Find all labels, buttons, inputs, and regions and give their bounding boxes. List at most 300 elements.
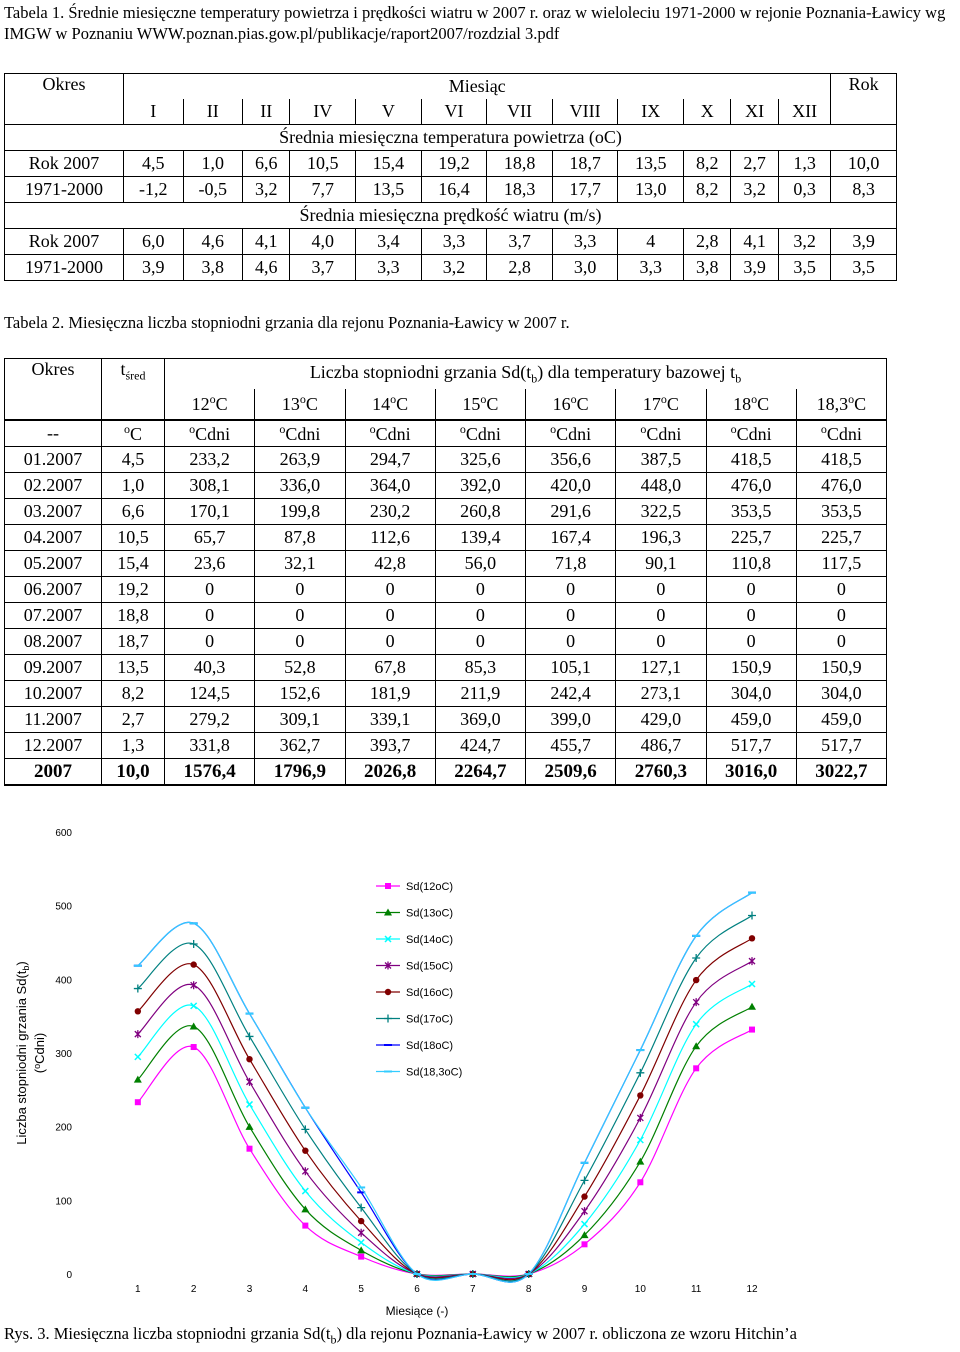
cell: 424,7 (435, 733, 525, 759)
unit-cell: $^o$C (102, 420, 165, 447)
cell: 18,8 (487, 151, 553, 177)
cell: 10.2007 (5, 681, 102, 707)
cell: 260,8 (435, 499, 525, 525)
cell: 67,8 (345, 655, 435, 681)
cell: 420,0 (526, 473, 616, 499)
x-tick-label: 9 (581, 1284, 588, 1295)
month-header: II (243, 99, 290, 125)
data-point (582, 1221, 588, 1227)
cell: 448,0 (616, 473, 706, 499)
data-point (246, 1032, 254, 1040)
cell: 13,5 (102, 655, 165, 681)
base-temp-header: 17$^o$C (616, 389, 706, 420)
cell: 459,0 (796, 707, 886, 733)
month-header: IX (618, 99, 684, 125)
cell: 85,3 (435, 655, 525, 681)
cell: 230,2 (345, 499, 435, 525)
data-point (191, 1044, 197, 1050)
month-header: XII (778, 99, 830, 125)
month-header: V (356, 99, 422, 125)
cell: 294,7 (345, 447, 435, 473)
data-point (693, 977, 699, 983)
unit-cell: $^o$Cdni (796, 420, 886, 447)
cell: 12.2007 (5, 733, 102, 759)
cell: 0 (796, 629, 886, 655)
month-header: VIII (552, 99, 618, 125)
data-point (302, 1147, 308, 1153)
legend-label: Sd(12oC) (406, 881, 454, 893)
y-tick-label: 0 (66, 1270, 72, 1281)
table-row (5, 447, 887, 473)
cell: 139,4 (435, 525, 525, 551)
cell: 0 (435, 603, 525, 629)
cell: 486,7 (616, 733, 706, 759)
data-point (135, 1054, 141, 1060)
cell: 18,8 (102, 603, 165, 629)
x-tick-label: 2 (190, 1284, 197, 1295)
unit-cell: -- (5, 420, 102, 447)
data-point (637, 1179, 643, 1185)
cell: 04.2007 (5, 525, 102, 551)
cell: 196,3 (616, 525, 706, 551)
cell: 304,0 (796, 681, 886, 707)
unit-cell: $^o$Cdni (255, 420, 345, 447)
table-row (5, 603, 887, 629)
cell: 399,0 (526, 707, 616, 733)
cell: 13,5 (618, 151, 684, 177)
table-row (5, 255, 897, 281)
y-axis-label: Liczba stopniodni grzania $Sd(t_b)$ (14, 961, 31, 1145)
base-temp-header: 13$^o$C (255, 389, 345, 420)
table-row (5, 525, 887, 551)
cell: 110,8 (706, 551, 796, 577)
cell: 1,3 (778, 151, 830, 177)
base-temp-header: 18,3$^o$C (796, 389, 886, 420)
month-header: II (183, 99, 243, 125)
data-point (247, 1101, 253, 1107)
cell: 17,7 (552, 177, 618, 203)
month-header: XI (731, 99, 778, 125)
x-tick-label: 4 (302, 1284, 309, 1295)
cell: 10,0 (831, 151, 897, 177)
cell: 418,5 (706, 447, 796, 473)
data-point (749, 935, 755, 941)
data-point (358, 1239, 364, 1245)
data-point (693, 1065, 699, 1071)
table-row (5, 229, 897, 255)
cell: 211,9 (435, 681, 525, 707)
cell: 233,2 (165, 447, 255, 473)
data-point (302, 1223, 308, 1229)
month-header: X (684, 99, 731, 125)
cell: 52,8 (255, 655, 345, 681)
cell: 3,8 (684, 255, 731, 281)
data-point (358, 1229, 364, 1237)
legend-item (376, 881, 453, 893)
cell: 3,3 (618, 255, 684, 281)
cell: 32,1 (255, 551, 345, 577)
cell: 225,7 (796, 525, 886, 551)
cell: 362,7 (255, 733, 345, 759)
cell: 2,8 (684, 229, 731, 255)
data-point (693, 998, 699, 1006)
x-tick-label: 3 (246, 1284, 253, 1295)
cell: 3,3 (552, 229, 618, 255)
row-label: Rok 2007 (5, 151, 124, 177)
cell: 6,6 (102, 499, 165, 525)
x-tick-label: 5 (358, 1284, 364, 1295)
cell: 150,9 (796, 655, 886, 681)
cell: 10,5 (290, 151, 356, 177)
cell: 10,5 (102, 525, 165, 551)
table-row (5, 707, 887, 733)
base-temp-header: 18$^o$C (706, 389, 796, 420)
legend-label: Sd(15oC) (406, 960, 454, 973)
heating-degree-days-table (4, 358, 887, 786)
cell: 09.2007 (5, 655, 102, 681)
base-temp-header: 15$^o$C (435, 389, 525, 420)
wind-section-header: Średnia miesięczna prędkość wiatru (m/s) (5, 203, 897, 229)
cell: 4,0 (290, 229, 356, 255)
data-point (636, 1158, 644, 1165)
legend-label: Sd(18,3oC) (406, 1066, 463, 1079)
cell: 304,0 (706, 681, 796, 707)
cell: 308,1 (165, 473, 255, 499)
cell: 356,6 (526, 447, 616, 473)
legend-item (376, 961, 453, 973)
row-label: 1971-2000 (5, 255, 124, 281)
month-header: VI (421, 99, 487, 125)
cell: 170,1 (165, 499, 255, 525)
cell: 06.2007 (5, 577, 102, 603)
heating-degree-days-chart (0, 820, 960, 1320)
cell: 3,7 (290, 255, 356, 281)
cell: 6,6 (243, 151, 290, 177)
cell: 8,2 (102, 681, 165, 707)
cell: 65,7 (165, 525, 255, 551)
total-cell: 2007 (5, 759, 102, 786)
data-point (749, 981, 755, 987)
cell: 0 (526, 629, 616, 655)
table2-caption: Tabela 2. Miesięczna liczba stopniodni grzania dla rejonu Poznania-Ławicy w 2007 r. (4, 313, 570, 332)
unit-cell: $^o$Cdni (165, 420, 255, 447)
cell: 3,9 (124, 255, 184, 281)
cell: 0 (706, 629, 796, 655)
cell: 322,5 (616, 499, 706, 525)
x-tick-label: 10 (634, 1284, 646, 1295)
cell: 0 (616, 603, 706, 629)
cell: 0 (165, 629, 255, 655)
cell: 3,2 (421, 255, 487, 281)
data-point (135, 1008, 141, 1014)
cell: 2,7 (731, 151, 778, 177)
series-7 (134, 893, 756, 1283)
cell: 2,7 (102, 707, 165, 733)
data-point (358, 1218, 364, 1224)
cell: 181,9 (345, 681, 435, 707)
month-header: I (124, 99, 184, 125)
cell: 455,7 (526, 733, 616, 759)
unit-cell: $^o$Cdni (526, 420, 616, 447)
data-point (748, 911, 756, 919)
cell: 4,1 (243, 229, 290, 255)
cell: 517,7 (706, 733, 796, 759)
cell: 3,0 (552, 255, 618, 281)
data-point (749, 1027, 755, 1033)
data-point (246, 1056, 252, 1062)
cell: 02.2007 (5, 473, 102, 499)
data-point (302, 1188, 308, 1194)
data-point (135, 1099, 141, 1105)
miesiac-header: Miesiąc (124, 74, 831, 100)
total-cell: 2026,8 (345, 759, 435, 786)
data-point (384, 1015, 392, 1023)
x-tick-label: 7 (470, 1284, 476, 1295)
cell: 3,3 (421, 229, 487, 255)
x-tick-label: 6 (414, 1284, 420, 1295)
data-point (636, 1069, 644, 1077)
cell: 4 (618, 229, 684, 255)
total-cell: 2509,6 (526, 759, 616, 786)
cell: 4,6 (183, 229, 243, 255)
cell: 124,5 (165, 681, 255, 707)
cell: 13,5 (356, 177, 422, 203)
y-tick-label: 600 (55, 828, 72, 839)
cell: 0 (796, 603, 886, 629)
cell: 0 (255, 629, 345, 655)
total-cell: 10,0 (102, 759, 165, 786)
legend-label: Sd(13oC) (406, 907, 454, 920)
cell: -0,5 (183, 177, 243, 203)
cell: 3,3 (356, 255, 422, 281)
cell: 1,3 (102, 733, 165, 759)
cell: 01.2007 (5, 447, 102, 473)
figure-caption: Rys. 3. Miesięczna liczba stopniodni grzania $Sd(t_b)$ dla rejonu Poznania-Ławicy w 2007 r. obliczona ze wzoru Hitchin’a (4, 1324, 797, 1347)
table-row (5, 733, 887, 759)
cell: 476,0 (796, 473, 886, 499)
cell: 0 (796, 577, 886, 603)
sd-title-header: Liczba stopniodni grzania $Sd(t_b)$ dla temperatury bazowej $t_b$ (165, 359, 887, 389)
legend-label: Sd(18oC) (406, 1040, 454, 1052)
cell: 263,9 (255, 447, 345, 473)
cell: 0 (345, 629, 435, 655)
cell: 0 (255, 603, 345, 629)
cell: 11.2007 (5, 707, 102, 733)
data-point (357, 1246, 365, 1253)
legend-item (376, 934, 453, 946)
month-header: VII (487, 99, 553, 125)
table-row (5, 473, 887, 499)
cell: 369,0 (435, 707, 525, 733)
cell: 0 (255, 577, 345, 603)
cell: 4,1 (731, 229, 778, 255)
cell: 13,0 (618, 177, 684, 203)
cell: 8,3 (831, 177, 897, 203)
cell: 15,4 (356, 151, 422, 177)
cell: 15,4 (102, 551, 165, 577)
cell: 0 (345, 577, 435, 603)
x-tick-label: 1 (135, 1284, 141, 1295)
cell: 18,7 (102, 629, 165, 655)
cell: 199,8 (255, 499, 345, 525)
total-cell: 2264,7 (435, 759, 525, 786)
cell: 279,2 (165, 707, 255, 733)
cell: 392,0 (435, 473, 525, 499)
cell: 0 (435, 629, 525, 655)
series-1 (135, 1027, 755, 1277)
cell: 3,9 (831, 229, 897, 255)
row-label: Rok 2007 (5, 229, 124, 255)
data-point (581, 1193, 587, 1199)
cell: 56,0 (435, 551, 525, 577)
cell: 4,5 (124, 151, 184, 177)
cell: 18,3 (487, 177, 553, 203)
data-point (581, 1176, 589, 1184)
cell: 364,0 (345, 473, 435, 499)
x-tick-label: 8 (525, 1284, 532, 1295)
data-point (190, 940, 198, 948)
cell: 0 (165, 603, 255, 629)
cell: 03.2007 (5, 499, 102, 525)
cell: 07.2007 (5, 603, 102, 629)
cell: 393,7 (345, 733, 435, 759)
cell: 0 (345, 603, 435, 629)
cell: 353,5 (706, 499, 796, 525)
table-row (5, 655, 887, 681)
y-axis-unit: ($^o$Cdni) (32, 1032, 47, 1074)
x-tick-label: 12 (746, 1284, 758, 1295)
data-point (385, 883, 391, 889)
table-row (5, 629, 887, 655)
cell: 3,9 (731, 255, 778, 281)
y-tick-label: 500 (55, 901, 72, 913)
cell: 42,8 (345, 551, 435, 577)
series-8 (134, 893, 756, 1283)
total-cell: 1576,4 (165, 759, 255, 786)
cell: 71,8 (526, 551, 616, 577)
total-row (5, 759, 887, 786)
row-label: 1971-2000 (5, 177, 124, 203)
y-tick-label: 300 (55, 1049, 72, 1060)
y-tick-label: 400 (55, 975, 72, 987)
cell: 225,7 (706, 525, 796, 551)
series-line (138, 984, 752, 1278)
cell: 87,8 (255, 525, 345, 551)
okres-header: Okres (5, 74, 124, 125)
x-tick-label: 11 (690, 1284, 702, 1295)
cell: 6,0 (124, 229, 184, 255)
cell: 2,8 (487, 255, 553, 281)
temperature-wind-table (4, 73, 897, 281)
data-point (190, 961, 196, 967)
cell: 459,0 (706, 707, 796, 733)
legend-item (376, 987, 453, 999)
data-point (582, 1207, 588, 1215)
cell: 3,5 (778, 255, 830, 281)
legend-item (376, 908, 453, 920)
cell: 0 (706, 603, 796, 629)
month-header: IV (290, 99, 356, 125)
data-point (247, 1078, 253, 1086)
cell: 325,6 (435, 447, 525, 473)
cell: 3,7 (487, 229, 553, 255)
cell: 0 (526, 603, 616, 629)
cell: 150,9 (706, 655, 796, 681)
cell: 8,2 (684, 177, 731, 203)
cell: 331,8 (165, 733, 255, 759)
cell: 3,2 (731, 177, 778, 203)
data-point (637, 1114, 643, 1122)
cell: 8,2 (684, 151, 731, 177)
data-point (385, 989, 391, 995)
cell: 291,6 (526, 499, 616, 525)
cell: -1,2 (124, 177, 184, 203)
tsred-header: $t_{śred}$ (102, 359, 165, 421)
data-point (301, 1125, 309, 1133)
unit-cell: $^o$Cdni (435, 420, 525, 447)
unit-cell: $^o$Cdni (345, 420, 435, 447)
legend-item (376, 1040, 453, 1052)
cell: 05.2007 (5, 551, 102, 577)
temperature-section-header: Średnia miesięczna temperatura powietrza (oC) (5, 125, 897, 151)
legend-item (376, 1014, 453, 1026)
cell: 0 (165, 577, 255, 603)
cell: 7,7 (290, 177, 356, 203)
data-point (637, 1137, 643, 1143)
unit-cell: $^o$Cdni (706, 420, 796, 447)
cell: 3,5 (831, 255, 897, 281)
cell: 3,8 (183, 255, 243, 281)
cell: 3,2 (243, 177, 290, 203)
y-tick-label: 100 (55, 1196, 72, 1208)
data-point (748, 1003, 756, 1010)
data-point (749, 957, 755, 965)
total-cell: 1796,9 (255, 759, 345, 786)
data-point (693, 1021, 699, 1027)
cell: 3,2 (778, 229, 830, 255)
cell: 19,2 (421, 151, 487, 177)
cell: 23,6 (165, 551, 255, 577)
data-point (637, 1092, 643, 1098)
table-row (5, 151, 897, 177)
cell: 0 (435, 577, 525, 603)
cell: 16,4 (421, 177, 487, 203)
cell: 1,0 (183, 151, 243, 177)
okres-header: Okres (5, 359, 102, 421)
data-point (358, 1254, 364, 1260)
cell: 4,6 (243, 255, 290, 281)
cell: 418,5 (796, 447, 886, 473)
base-temp-header: 12$^o$C (165, 389, 255, 420)
legend-label: Sd(17oC) (406, 1013, 454, 1026)
cell: 1,0 (102, 473, 165, 499)
base-temp-header: 16$^o$C (526, 389, 616, 420)
cell: 112,6 (345, 525, 435, 551)
table-row (5, 577, 887, 603)
cell: 0 (616, 629, 706, 655)
cell: 152,6 (255, 681, 345, 707)
data-point (135, 1030, 141, 1038)
cell: 90,1 (616, 551, 706, 577)
cell: 0 (616, 577, 706, 603)
cell: 167,4 (526, 525, 616, 551)
cell: 117,5 (796, 551, 886, 577)
cell: 18,7 (552, 151, 618, 177)
rok-header: Rok (831, 74, 897, 125)
cell: 339,1 (345, 707, 435, 733)
cell: 0,3 (778, 177, 830, 203)
table-row (5, 681, 887, 707)
